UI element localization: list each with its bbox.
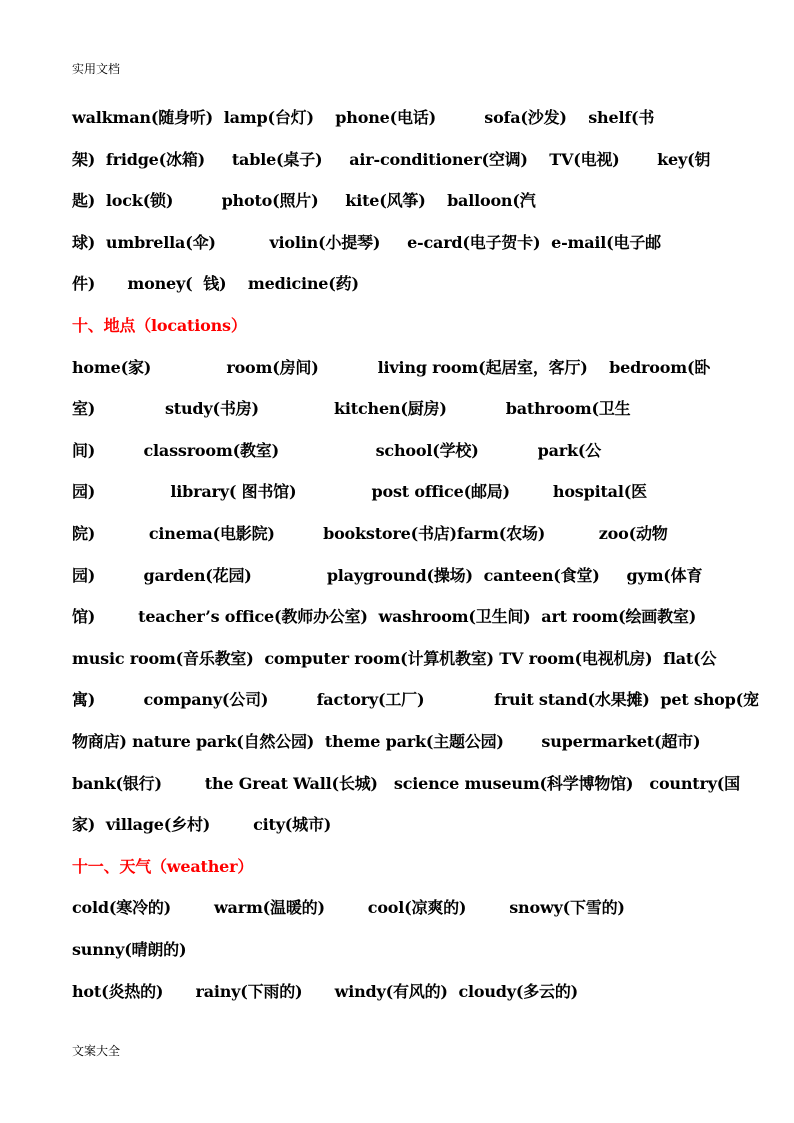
text-line: 架) fridge(冰箱) table(桌子) air-conditioner(空调) TV(电视) key(钥 (72, 150, 711, 169)
section-heading-locations: 十、地点（locations） (72, 316, 247, 335)
text-line: 家) village(乡村) city(城市) (72, 815, 332, 834)
text-line: cold(寒冷的) warm(温暖的) cool(凉爽的) snowy(下雪的) (72, 898, 625, 917)
text-line: 园) garden(花园) playground(操场) canteen(食堂) gym(体育 (72, 566, 703, 585)
text-line: 院) cinema(电影院) bookstore(书店)farm(农场) zoo(动物 (72, 524, 668, 543)
text-line: 寓) company(公司) factory(工厂) fruit stand(水果摊) pet shop(宠 (72, 690, 759, 709)
text-line: 间) classroom(教室) school(学校) park(公 (72, 441, 602, 460)
text-line: sunny(晴朗的) (72, 940, 187, 959)
text-line: 球) umbrella(伞) violin(小提琴) e-card(电子贺卡) e-mail(电子邮 (72, 233, 661, 252)
page-header: 实用文档 (72, 62, 121, 76)
text-line: 园) library( 图书馆) post office(邮局) hospital(医 (72, 482, 647, 501)
text-line: 匙) lock(锁) photo(照片) kite(风筝) balloon(汽 (72, 191, 536, 210)
text-line: 室) study(书房) kitchen(厨房) bathroom(卫生 (72, 399, 631, 418)
page-footer: 文案大全 (72, 1044, 121, 1058)
text-line: walkman(随身听) lamp(台灯) phone(电话) sofa(沙发) shelf(书 (72, 108, 655, 127)
section-heading-weather: 十一、天气（weather） (72, 857, 254, 876)
text-line: music room(音乐教室) computer room(计算机教室) TV room(电视机房) flat(公 (72, 649, 717, 668)
text-line: 件) money( 钱) medicine(药) (72, 274, 359, 293)
text-line: hot(炎热的) rainy(下雨的) windy(有风的) cloudy(多云的) (72, 982, 579, 1001)
text-line: bank(银行) the Great Wall(长城) science museum(科学博物馆) country(国 (72, 774, 740, 793)
text-line: home(家) room(房间) living room(起居室，客厅) bedroom(卧 (72, 358, 711, 377)
text-line: 物商店) nature park(自然公园) theme park(主题公园) supermarket(超市) (72, 732, 701, 751)
text-line: 馆) teacher’s office(教师办公室) washroom(卫生间) art room(绘画教室) (72, 607, 697, 626)
